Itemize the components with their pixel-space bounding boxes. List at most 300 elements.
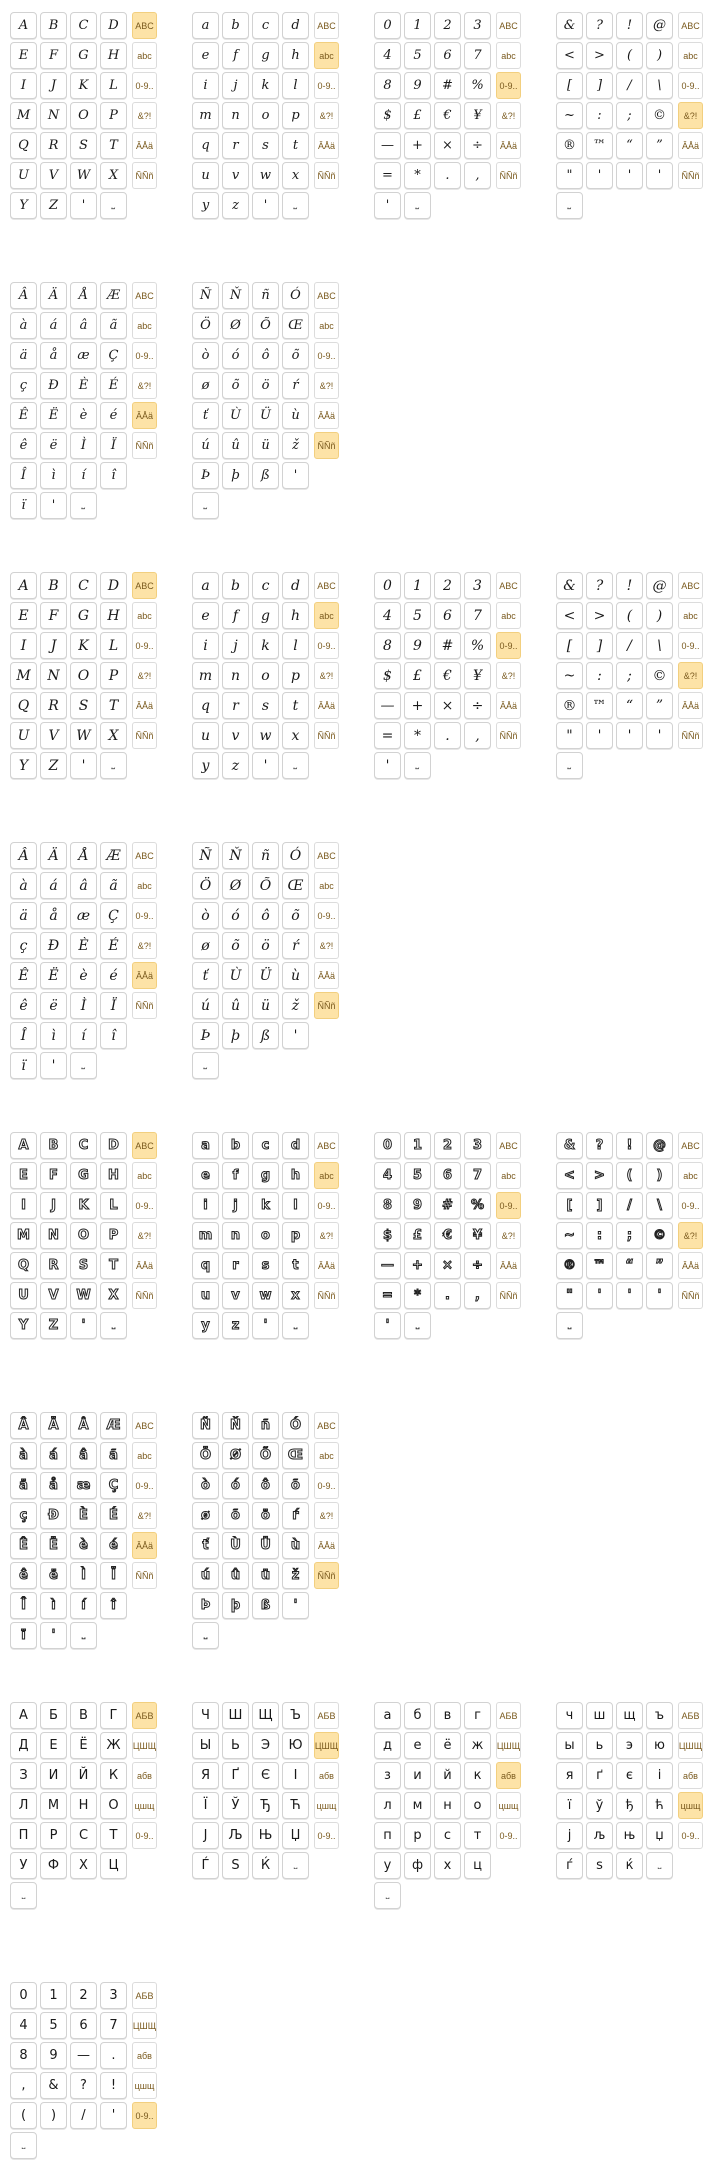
- character-key[interactable]: å: [40, 342, 67, 369]
- character-key[interactable]: E: [10, 602, 37, 629]
- mode-tab[interactable]: цшщ: [678, 1792, 703, 1819]
- character-key[interactable]: V: [40, 1282, 67, 1309]
- character-key[interactable]: Ê: [10, 1532, 37, 1559]
- character-key[interactable]: è: [70, 962, 97, 989]
- space-key[interactable]: ⎵: [404, 1312, 431, 1339]
- character-key[interactable]: ': [252, 192, 279, 219]
- character-key[interactable]: /: [616, 1192, 643, 1219]
- mode-tab[interactable]: ÑÑñ: [314, 432, 339, 459]
- mode-tab[interactable]: ABC: [132, 282, 157, 309]
- character-key[interactable]: Þ: [192, 1592, 219, 1619]
- mode-tab[interactable]: ÂÅä: [132, 132, 157, 159]
- character-key[interactable]: ~: [556, 662, 583, 689]
- character-key[interactable]: ã: [100, 312, 127, 339]
- character-key[interactable]: +: [404, 692, 431, 719]
- character-key[interactable]: ï: [10, 492, 37, 519]
- mode-tab[interactable]: ЦШЩ: [496, 1732, 521, 1759]
- character-key[interactable]: Г: [100, 1702, 127, 1729]
- character-key[interactable]: D: [100, 572, 127, 599]
- mode-tab[interactable]: &?!: [314, 662, 339, 689]
- character-key[interactable]: x: [282, 722, 309, 749]
- character-key[interactable]: Ë: [40, 1532, 67, 1559]
- character-key[interactable]: $: [374, 102, 401, 129]
- character-key[interactable]: ю: [646, 1732, 673, 1759]
- character-key[interactable]: \: [646, 72, 673, 99]
- character-key[interactable]: ö: [252, 1502, 279, 1529]
- character-key[interactable]: #: [434, 632, 461, 659]
- character-key[interactable]: ù: [282, 402, 309, 429]
- character-key[interactable]: Q: [10, 132, 37, 159]
- character-key[interactable]: ќ: [616, 1852, 643, 1879]
- character-key[interactable]: &: [556, 12, 583, 39]
- character-key[interactable]: å: [40, 1472, 67, 1499]
- character-key[interactable]: ë: [40, 992, 67, 1019]
- mode-tab[interactable]: &?!: [132, 1502, 157, 1529]
- character-key[interactable]: &: [40, 2072, 67, 2099]
- character-key[interactable]: ь: [586, 1732, 613, 1759]
- character-key[interactable]: p: [282, 102, 309, 129]
- character-key[interactable]: W: [70, 1282, 97, 1309]
- character-key[interactable]: ы: [556, 1732, 583, 1759]
- character-key[interactable]: 9: [404, 632, 431, 659]
- character-key[interactable]: J: [40, 72, 67, 99]
- character-key[interactable]: @: [646, 12, 673, 39]
- mode-tab[interactable]: &?!: [132, 932, 157, 959]
- mode-tab[interactable]: 0-9..: [496, 72, 521, 99]
- character-key[interactable]: ü: [252, 432, 279, 459]
- character-key[interactable]: Є: [252, 1762, 279, 1789]
- character-key[interactable]: ': [646, 162, 673, 189]
- mode-tab[interactable]: цшщ: [132, 2072, 157, 2099]
- mode-tab[interactable]: ÑÑñ: [314, 992, 339, 1019]
- character-key[interactable]: ': [282, 1592, 309, 1619]
- character-key[interactable]: C: [70, 1132, 97, 1159]
- character-key[interactable]: ;: [616, 662, 643, 689]
- character-key[interactable]: Љ: [222, 1822, 249, 1849]
- mode-tab[interactable]: ÂÅä: [496, 132, 521, 159]
- character-key[interactable]: Ф: [40, 1852, 67, 1879]
- character-key[interactable]: ó: [222, 902, 249, 929]
- character-key[interactable]: Y: [10, 752, 37, 779]
- character-key[interactable]: ;: [616, 102, 643, 129]
- character-key[interactable]: ò: [192, 902, 219, 929]
- mode-tab[interactable]: abc: [314, 312, 339, 339]
- character-key[interactable]: j: [222, 1192, 249, 1219]
- character-key[interactable]: õ: [282, 1472, 309, 1499]
- character-key[interactable]: 6: [434, 42, 461, 69]
- space-key[interactable]: ⎵: [100, 752, 127, 779]
- character-key[interactable]: Ä: [40, 842, 67, 869]
- character-key[interactable]: ™: [586, 692, 613, 719]
- character-key[interactable]: Ň: [222, 1412, 249, 1439]
- mode-tab[interactable]: 0-9..: [314, 1822, 339, 1849]
- character-key[interactable]: <: [556, 602, 583, 629]
- mode-tab[interactable]: abc: [132, 872, 157, 899]
- character-key[interactable]: %: [464, 72, 491, 99]
- character-key[interactable]: î: [100, 1022, 127, 1049]
- character-key[interactable]: Ѓ: [192, 1852, 219, 1879]
- character-key[interactable]: û: [222, 432, 249, 459]
- character-key[interactable]: Ì: [70, 1562, 97, 1589]
- character-key[interactable]: y: [192, 192, 219, 219]
- character-key[interactable]: ;: [616, 1222, 643, 1249]
- character-key[interactable]: j: [222, 632, 249, 659]
- character-key[interactable]: a: [192, 12, 219, 39]
- character-key[interactable]: c: [252, 572, 279, 599]
- character-key[interactable]: ': [282, 1022, 309, 1049]
- character-key[interactable]: і: [646, 1762, 673, 1789]
- character-key[interactable]: O: [70, 662, 97, 689]
- mode-tab[interactable]: цшщ: [496, 1792, 521, 1819]
- character-key[interactable]: ø: [192, 1502, 219, 1529]
- character-key[interactable]: d: [282, 572, 309, 599]
- character-key[interactable]: Ù: [222, 1532, 249, 1559]
- mode-tab[interactable]: abc: [132, 312, 157, 339]
- character-key[interactable]: c: [252, 12, 279, 39]
- character-key[interactable]: Ù: [222, 962, 249, 989]
- character-key[interactable]: >: [586, 1162, 613, 1189]
- mode-tab[interactable]: abc: [314, 1162, 339, 1189]
- character-key[interactable]: é: [100, 962, 127, 989]
- character-key[interactable]: v: [222, 162, 249, 189]
- mode-tab[interactable]: ЦШЩ: [132, 1732, 157, 1759]
- mode-tab[interactable]: abc: [496, 1162, 521, 1189]
- mode-tab[interactable]: цшщ: [132, 1792, 157, 1819]
- character-key[interactable]: ъ: [646, 1702, 673, 1729]
- character-key[interactable]: £: [404, 1222, 431, 1249]
- character-key[interactable]: k: [252, 72, 279, 99]
- character-key[interactable]: u: [192, 1282, 219, 1309]
- character-key[interactable]: f: [222, 602, 249, 629]
- character-key[interactable]: Î: [10, 1022, 37, 1049]
- character-key[interactable]: õ: [222, 932, 249, 959]
- character-key[interactable]: Ì: [70, 432, 97, 459]
- character-key[interactable]: g: [252, 1162, 279, 1189]
- space-key[interactable]: ⎵: [556, 752, 583, 779]
- character-key[interactable]: P: [100, 102, 127, 129]
- mode-tab[interactable]: 0-9..: [678, 1822, 703, 1849]
- character-key[interactable]: 0: [374, 12, 401, 39]
- character-key[interactable]: z: [222, 1312, 249, 1339]
- character-key[interactable]: â: [70, 1442, 97, 1469]
- character-key[interactable]: Ê: [10, 402, 37, 429]
- character-key[interactable]: b: [222, 572, 249, 599]
- character-key[interactable]: í: [70, 1022, 97, 1049]
- character-key[interactable]: A: [10, 572, 37, 599]
- mode-tab[interactable]: АБВ: [496, 1702, 521, 1729]
- character-key[interactable]: Ю: [282, 1732, 309, 1759]
- character-key[interactable]: i: [192, 632, 219, 659]
- character-key[interactable]: É: [100, 932, 127, 959]
- character-key[interactable]: 4: [374, 602, 401, 629]
- character-key[interactable]: П: [10, 1822, 37, 1849]
- mode-tab[interactable]: abc: [678, 42, 703, 69]
- character-key[interactable]: 3: [464, 572, 491, 599]
- character-key[interactable]: ”: [646, 132, 673, 159]
- character-key[interactable]: É: [100, 372, 127, 399]
- character-key[interactable]: €: [434, 102, 461, 129]
- character-key[interactable]: ”: [646, 1252, 673, 1279]
- character-key[interactable]: Д: [10, 1732, 37, 1759]
- character-key[interactable]: b: [222, 12, 249, 39]
- mode-tab[interactable]: ABC: [496, 12, 521, 39]
- character-key[interactable]: ѕ: [586, 1852, 613, 1879]
- space-key[interactable]: ⎵: [374, 1882, 401, 1909]
- character-key[interactable]: ': [252, 752, 279, 779]
- character-key[interactable]: Ð: [40, 372, 67, 399]
- character-key[interactable]: ã: [100, 1442, 127, 1469]
- character-key[interactable]: I: [10, 72, 37, 99]
- character-key[interactable]: Ï: [100, 992, 127, 1019]
- mode-tab[interactable]: ÂÅä: [314, 1252, 339, 1279]
- character-key[interactable]: :: [586, 1222, 613, 1249]
- character-key[interactable]: Ö: [192, 872, 219, 899]
- character-key[interactable]: ŕ: [282, 932, 309, 959]
- character-key[interactable]: z: [222, 752, 249, 779]
- character-key[interactable]: T: [100, 132, 127, 159]
- character-key[interactable]: ©: [646, 1222, 673, 1249]
- mode-tab[interactable]: абв: [678, 1762, 703, 1789]
- character-key[interactable]: ß: [252, 1022, 279, 1049]
- character-key[interactable]: Æ: [100, 1412, 127, 1439]
- character-key[interactable]: L: [100, 1192, 127, 1219]
- character-key[interactable]: Z: [40, 752, 67, 779]
- character-key[interactable]: j: [222, 72, 249, 99]
- mode-tab[interactable]: ABC: [314, 282, 339, 309]
- character-key[interactable]: 8: [374, 72, 401, 99]
- space-key[interactable]: ⎵: [646, 1852, 673, 1879]
- character-key[interactable]: ü: [252, 992, 279, 1019]
- character-key[interactable]: 6: [434, 1162, 461, 1189]
- character-key[interactable]: Ќ: [252, 1852, 279, 1879]
- character-key[interactable]: ç: [10, 1502, 37, 1529]
- mode-tab[interactable]: ÂÅä: [314, 1532, 339, 1559]
- character-key[interactable]: Ґ: [222, 1762, 249, 1789]
- character-key[interactable]: O: [70, 1222, 97, 1249]
- space-key[interactable]: ⎵: [556, 192, 583, 219]
- character-key[interactable]: ê: [10, 1562, 37, 1589]
- character-key[interactable]: þ: [222, 1022, 249, 1049]
- character-key[interactable]: Ч: [192, 1702, 219, 1729]
- character-key[interactable]: l: [282, 72, 309, 99]
- character-key[interactable]: ô: [252, 1472, 279, 1499]
- character-key[interactable]: %: [464, 632, 491, 659]
- character-key[interactable]: Ø: [222, 872, 249, 899]
- mode-tab[interactable]: 0-9..: [678, 72, 703, 99]
- character-key[interactable]: s: [252, 1252, 279, 1279]
- character-key[interactable]: ß: [252, 462, 279, 489]
- character-key[interactable]: Ø: [222, 312, 249, 339]
- space-key[interactable]: ⎵: [282, 752, 309, 779]
- character-key[interactable]: Ж: [100, 1732, 127, 1759]
- character-key[interactable]: r: [222, 1252, 249, 1279]
- character-key[interactable]: R: [40, 132, 67, 159]
- character-key[interactable]: ¥: [464, 1222, 491, 1249]
- character-key[interactable]: ”: [646, 692, 673, 719]
- character-key[interactable]: k: [252, 632, 279, 659]
- character-key[interactable]: ™: [586, 132, 613, 159]
- character-key[interactable]: 7: [100, 2012, 127, 2039]
- character-key[interactable]: L: [100, 632, 127, 659]
- character-key[interactable]: Ç: [100, 342, 127, 369]
- character-key[interactable]: ': [616, 722, 643, 749]
- character-key[interactable]: Â: [10, 1412, 37, 1439]
- character-key[interactable]: ј: [556, 1822, 583, 1849]
- character-key[interactable]: ®: [556, 1252, 583, 1279]
- character-key[interactable]: É: [100, 1502, 127, 1529]
- mode-tab[interactable]: ÑÑñ: [314, 722, 339, 749]
- character-key[interactable]: Â: [10, 282, 37, 309]
- character-key[interactable]: п: [374, 1822, 401, 1849]
- mode-tab[interactable]: &?!: [314, 1222, 339, 1249]
- character-key[interactable]: 0: [10, 1982, 37, 2009]
- character-key[interactable]: ©: [646, 662, 673, 689]
- character-key[interactable]: ñ: [252, 1412, 279, 1439]
- character-key[interactable]: r: [222, 692, 249, 719]
- character-key[interactable]: ': [616, 162, 643, 189]
- mode-tab[interactable]: ÂÅä: [314, 132, 339, 159]
- character-key[interactable]: 9: [40, 2042, 67, 2069]
- character-key[interactable]: ": [556, 162, 583, 189]
- mode-tab[interactable]: ABC: [132, 572, 157, 599]
- character-key[interactable]: $: [374, 662, 401, 689]
- character-key[interactable]: Ñ: [192, 842, 219, 869]
- character-key[interactable]: h: [282, 42, 309, 69]
- character-key[interactable]: C: [70, 572, 97, 599]
- mode-tab[interactable]: 0-9..: [132, 1192, 157, 1219]
- character-key[interactable]: å: [40, 902, 67, 929]
- character-key[interactable]: ш: [586, 1702, 613, 1729]
- character-key[interactable]: $: [374, 1222, 401, 1249]
- character-key[interactable]: ): [40, 2102, 67, 2129]
- character-key[interactable]: ?: [586, 12, 613, 39]
- character-key[interactable]: >: [586, 602, 613, 629]
- character-key[interactable]: 0: [374, 572, 401, 599]
- character-key[interactable]: Ë: [40, 962, 67, 989]
- character-key[interactable]: &: [556, 572, 583, 599]
- mode-tab[interactable]: &?!: [314, 1502, 339, 1529]
- character-key[interactable]: M: [10, 1222, 37, 1249]
- character-key[interactable]: È: [70, 932, 97, 959]
- character-key[interactable]: Ö: [192, 312, 219, 339]
- character-key[interactable]: ť: [192, 402, 219, 429]
- character-key[interactable]: @: [646, 1132, 673, 1159]
- character-key[interactable]: *: [404, 1282, 431, 1309]
- character-key[interactable]: à: [10, 312, 37, 339]
- character-key[interactable]: e: [192, 602, 219, 629]
- character-key[interactable]: т: [464, 1822, 491, 1849]
- character-key[interactable]: ': [100, 2102, 127, 2129]
- character-key[interactable]: 2: [434, 1132, 461, 1159]
- character-key[interactable]: E: [10, 1162, 37, 1189]
- character-key[interactable]: x: [282, 162, 309, 189]
- character-key[interactable]: Ћ: [282, 1792, 309, 1819]
- character-key[interactable]: ÷: [464, 692, 491, 719]
- character-key[interactable]: ]: [586, 632, 613, 659]
- mode-tab[interactable]: 0-9..: [132, 1472, 157, 1499]
- character-key[interactable]: G: [70, 1162, 97, 1189]
- character-key[interactable]: Ë: [40, 402, 67, 429]
- character-key[interactable]: V: [40, 722, 67, 749]
- character-key[interactable]: ': [252, 1312, 279, 1339]
- character-key[interactable]: w: [252, 162, 279, 189]
- character-key[interactable]: 0: [374, 1132, 401, 1159]
- character-key[interactable]: Е: [40, 1732, 67, 1759]
- mode-tab[interactable]: abc: [132, 602, 157, 629]
- space-key[interactable]: ⎵: [282, 1852, 309, 1879]
- character-key[interactable]: (: [616, 1162, 643, 1189]
- character-key[interactable]: ™: [586, 1252, 613, 1279]
- space-key[interactable]: ⎵: [70, 1622, 97, 1649]
- character-key[interactable]: W: [70, 722, 97, 749]
- character-key[interactable]: é: [100, 1532, 127, 1559]
- character-key[interactable]: õ: [222, 372, 249, 399]
- character-key[interactable]: 1: [404, 1132, 431, 1159]
- character-key[interactable]: >: [586, 42, 613, 69]
- character-key[interactable]: %: [464, 1192, 491, 1219]
- space-key[interactable]: ⎵: [282, 1312, 309, 1339]
- character-key[interactable]: —: [374, 692, 401, 719]
- character-key[interactable]: /: [616, 72, 643, 99]
- character-key[interactable]: d: [282, 12, 309, 39]
- character-key[interactable]: ]: [586, 72, 613, 99]
- mode-tab[interactable]: ÑÑñ: [132, 722, 157, 749]
- mode-tab[interactable]: ÑÑñ: [132, 162, 157, 189]
- character-key[interactable]: ђ: [616, 1792, 643, 1819]
- mode-tab[interactable]: абв: [132, 1762, 157, 1789]
- character-key[interactable]: 1: [40, 1982, 67, 2009]
- character-key[interactable]: к: [464, 1762, 491, 1789]
- character-key[interactable]: o: [252, 1222, 279, 1249]
- character-key[interactable]: Ç: [100, 1472, 127, 1499]
- mode-tab[interactable]: 0-9..: [314, 72, 339, 99]
- character-key[interactable]: М: [40, 1792, 67, 1819]
- mode-tab[interactable]: &?!: [132, 372, 157, 399]
- character-key[interactable]: ù: [282, 962, 309, 989]
- character-key[interactable]: €: [434, 662, 461, 689]
- character-key[interactable]: ø: [192, 932, 219, 959]
- character-key[interactable]: F: [40, 1162, 67, 1189]
- character-key[interactable]: m: [192, 102, 219, 129]
- character-key[interactable]: Ш: [222, 1702, 249, 1729]
- character-key[interactable]: ó: [222, 342, 249, 369]
- mode-tab[interactable]: 0-9..: [496, 1822, 521, 1849]
- character-key[interactable]: â: [70, 312, 97, 339]
- character-key[interactable]: В: [70, 1702, 97, 1729]
- character-key[interactable]: є: [616, 1762, 643, 1789]
- character-key[interactable]: s: [252, 132, 279, 159]
- character-key[interactable]: W: [70, 162, 97, 189]
- character-key[interactable]: é: [100, 402, 127, 429]
- character-key[interactable]: ×: [434, 1252, 461, 1279]
- character-key[interactable]: ë: [40, 1562, 67, 1589]
- character-key[interactable]: ú: [192, 1562, 219, 1589]
- space-key[interactable]: ⎵: [70, 1052, 97, 1079]
- character-key[interactable]: ц: [464, 1852, 491, 1879]
- mode-tab[interactable]: ÂÅä: [678, 1252, 703, 1279]
- character-key[interactable]: е: [404, 1732, 431, 1759]
- character-key[interactable]: ,: [464, 722, 491, 749]
- character-key[interactable]: P: [100, 1222, 127, 1249]
- character-key[interactable]: Х: [70, 1852, 97, 1879]
- character-key[interactable]: а: [374, 1702, 401, 1729]
- character-key[interactable]: y: [192, 1312, 219, 1339]
- space-key[interactable]: ⎵: [10, 2132, 37, 2159]
- character-key[interactable]: ': [374, 192, 401, 219]
- space-key[interactable]: ⎵: [10, 1882, 37, 1909]
- character-key[interactable]: (: [616, 602, 643, 629]
- character-key[interactable]: !: [616, 572, 643, 599]
